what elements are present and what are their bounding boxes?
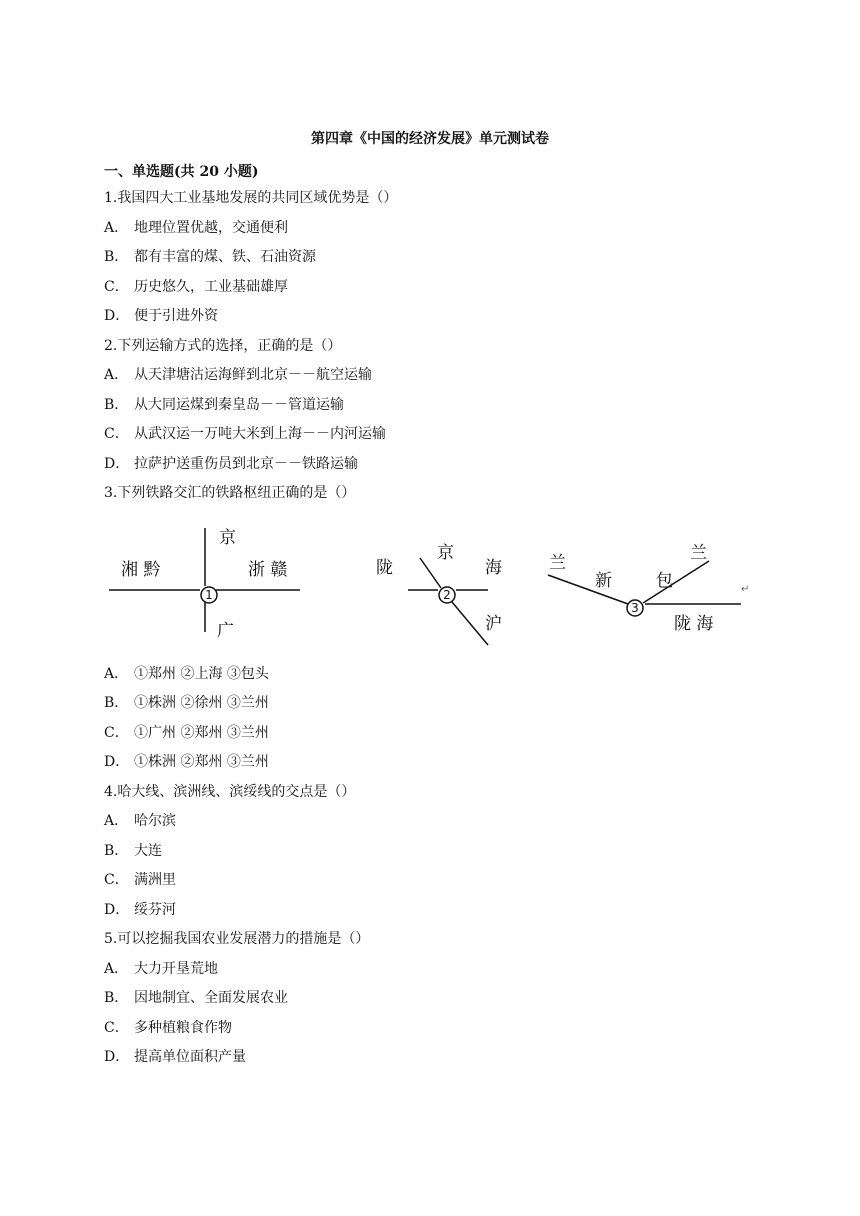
option <box>104 694 269 712</box>
option-letter: B． <box>104 695 129 711</box>
question-stem: 1.我国四大工业基地发展的共同区域优势是（） <box>104 190 398 206</box>
option-text: 大力开垦荒地 <box>134 961 218 977</box>
option <box>104 901 176 919</box>
label-bao: 包 <box>656 571 673 591</box>
option-text: 绥芬河 <box>134 902 176 918</box>
label-lan-left: 兰 <box>549 553 566 573</box>
option-letter: D． <box>104 754 130 770</box>
option-letter: A． <box>104 367 129 383</box>
option-letter: D． <box>104 308 130 324</box>
junction-3-diagram <box>548 561 741 616</box>
label-guang: 广 <box>217 621 234 641</box>
return-mark-icon: ↵ <box>741 584 750 595</box>
label-xin: 新 <box>595 571 612 591</box>
label-longhai: 陇 海 <box>674 614 714 634</box>
option-text: 满洲里 <box>134 872 176 888</box>
option-text: 地理位置优越，交通便利 <box>134 220 288 236</box>
label-lan-right: 兰 <box>690 543 707 563</box>
junction-2-number: 2 <box>443 588 451 602</box>
option-text: ①株洲 ②郑州 ③兰州 <box>134 754 269 770</box>
option-letter: C． <box>104 279 129 295</box>
option-text: 从大同运煤到秦皇岛－－管道运输 <box>134 397 344 413</box>
option <box>104 366 372 384</box>
option-letter: B． <box>104 990 129 1006</box>
option-letter: B． <box>104 843 129 859</box>
option <box>104 396 344 414</box>
option-letter: A． <box>104 666 129 682</box>
option-text: 提高单位面积产量 <box>134 1049 246 1065</box>
option <box>104 842 162 860</box>
option-letter: C． <box>104 1020 129 1036</box>
label-hai: 海 <box>485 558 502 578</box>
option-letter: B． <box>104 249 129 265</box>
option-text: 多种植粮食作物 <box>134 1020 232 1036</box>
label-jing-1: 京 <box>219 528 236 548</box>
option-text: 拉萨护送重伤员到北京－－铁路运输 <box>134 456 358 472</box>
option <box>104 1019 232 1037</box>
rail-line-lanxin <box>548 575 628 604</box>
rail-line-hu <box>452 602 488 645</box>
option-text: 都有丰富的煤、铁、石油资源 <box>134 249 316 265</box>
section-heading: 一、单选题(共 20 小题) <box>104 164 259 180</box>
question-stem: 4.哈大线、滨洲线、滨绥线的交点是（） <box>104 784 356 800</box>
option <box>104 455 358 473</box>
option <box>104 665 269 683</box>
option-letter: B． <box>104 397 129 413</box>
option <box>104 278 288 296</box>
option-text: 因地制宜、全面发展农业 <box>134 990 288 1006</box>
label-jing-2: 京 <box>437 543 454 563</box>
option-text: 从武汉运一万吨大米到上海－－内河运输 <box>134 426 386 442</box>
option <box>104 724 269 742</box>
label-zhegan: 浙 赣 <box>248 560 288 580</box>
option-letter: C． <box>104 872 129 888</box>
option <box>104 812 176 830</box>
question-stem: 5.可以挖掘我国农业发展潜力的措施是（） <box>104 931 370 947</box>
option-letter: D． <box>104 902 130 918</box>
question-stem: 3.下列铁路交汇的铁路枢纽正确的是（） <box>104 485 356 501</box>
option-text: 大连 <box>134 843 162 859</box>
option-text: 历史悠久，工业基础雄厚 <box>134 279 288 295</box>
option <box>104 248 316 266</box>
option-letter: D． <box>104 456 130 472</box>
page-title: 第四章《中国的经济发展》单元测试卷 <box>311 131 549 147</box>
junction-1-number: 1 <box>205 588 213 602</box>
option-letter: A． <box>104 220 129 236</box>
option-text: 便于引进外资 <box>134 308 218 324</box>
option-letter: A． <box>104 813 129 829</box>
option <box>104 219 288 237</box>
label-long: 陇 <box>376 558 393 578</box>
railway-junction-diagram <box>100 518 760 658</box>
option <box>104 871 176 889</box>
option <box>104 425 386 443</box>
option-letter: C． <box>104 725 129 741</box>
option-letter: C． <box>104 426 129 442</box>
question-stem: 2.下列运输方式的选择，正确的是（） <box>104 338 342 354</box>
label-hu: 沪 <box>485 614 502 634</box>
label-xiangqian: 湘 黔 <box>121 560 161 580</box>
junction-1-diagram <box>109 528 300 632</box>
option <box>104 753 269 771</box>
option-text: 哈尔滨 <box>134 813 176 829</box>
rail-line-baolan <box>643 561 709 603</box>
option-text: ①株洲 ②徐州 ③兰州 <box>134 695 269 711</box>
option <box>104 1048 246 1066</box>
option-letter: D． <box>104 1049 130 1065</box>
option <box>104 307 218 325</box>
option <box>104 989 288 1007</box>
option <box>104 960 218 978</box>
option-text: ①郑州 ②上海 ③包头 <box>134 666 269 682</box>
option-letter: A． <box>104 961 129 977</box>
option-text: 从天津塘沽运海鲜到北京－－航空运输 <box>134 367 372 383</box>
junction-3-number: 3 <box>631 601 639 615</box>
railway-diagram-svg <box>100 518 760 658</box>
option-text: ①广州 ②郑州 ③兰州 <box>134 725 269 741</box>
